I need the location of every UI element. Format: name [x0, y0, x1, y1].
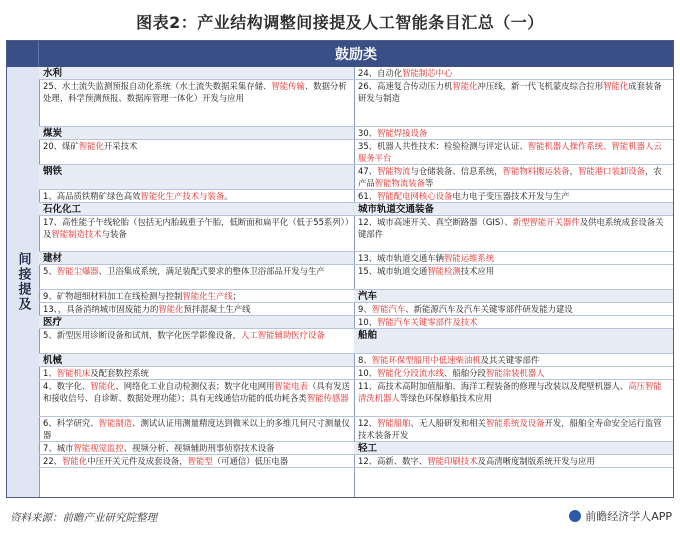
item-cell: [39, 140, 354, 165]
highlight-text: 智能化生产技术与装备: [140, 191, 225, 201]
item-text: 电力电子变压器技术开发与生产: [452, 191, 570, 201]
item-text: 9、矿物超细材料加工在线检测与控制: [43, 291, 183, 301]
item-text: 35、机器人共性技术：检验检测与评定认证、: [358, 141, 528, 151]
item-text: 4、数字化、: [43, 381, 91, 391]
item-text: 、卫浴集成系统，满足装配式要求的整体卫浴部品开发与生产: [98, 266, 325, 276]
item-text: 26、高速复合传动压力机: [358, 81, 453, 91]
item-text: 、测试认证用测量精度达到微米以上的多维几何尺寸测量仪器: [43, 418, 350, 440]
brand-logo-icon: [569, 510, 581, 522]
left-column: [39, 67, 355, 497]
item-text: 医疗: [43, 317, 63, 328]
item-text: 开发，船舶全寿命安全运行监管技术装备开发: [358, 418, 662, 440]
category-cell: [354, 329, 673, 354]
highlight-text: 智能化: [158, 304, 184, 314]
page-title: 图表2：产业结构调整间接提及人工智能条目汇总（一）: [136, 13, 544, 32]
item-cell: [354, 80, 673, 127]
right-column: [354, 67, 673, 497]
item-text: 22、: [43, 456, 63, 466]
item-cell: [354, 316, 673, 329]
highlight-text: 智能机器人操作系统、智能机器人云服务平台: [358, 141, 662, 163]
item-cell: [354, 367, 673, 380]
item-cell: [39, 367, 354, 380]
item-text: 25、水土流失监测预报自动化系统（水土流失数据采集存储、: [43, 81, 272, 91]
item-text: 12、: [358, 418, 378, 428]
item-text: 10、: [358, 368, 378, 378]
highlight-text: 新型智能开关器件: [512, 217, 580, 227]
category-cell: [39, 203, 354, 216]
item-text: 与装备: [101, 228, 127, 239]
item-text: 轻工: [358, 443, 378, 454]
item-cell: [354, 216, 673, 252]
highlight-text: 智能物料搬运装备: [502, 166, 570, 176]
category-cell: [39, 67, 354, 80]
highlight-text: 智能化分段流水线: [377, 368, 445, 378]
highlight-text: 智能汽车: [371, 304, 406, 314]
item-cell: [39, 303, 354, 316]
highlight-text: 智能运维系统: [444, 253, 495, 263]
item-text: 、新能源汽车及汽车关键零部件研发能力建设: [405, 304, 573, 314]
item-text: 开采技术: [103, 141, 138, 151]
item-text: 及其关键零部件: [480, 355, 540, 365]
item-cell: [354, 67, 673, 80]
item-text: 等绿色环保修船技术应用: [399, 392, 492, 403]
highlight-text: 智能化: [90, 381, 116, 391]
item-cell: [39, 216, 354, 252]
item-cell: [39, 442, 354, 455]
item-text: 61、: [358, 191, 378, 201]
item-text: 20、煤矿: [43, 141, 79, 151]
category-cell: [354, 290, 673, 303]
item-text: 技术应用: [460, 266, 495, 276]
highlight-text: 智能船舶: [377, 418, 411, 428]
item-text: 水利: [43, 68, 63, 79]
highlight-text: 智能涂装机器人: [485, 368, 545, 378]
item-text: ；: [232, 291, 241, 301]
item-text: 5、新型医用诊断设备和试剂，数字化医学影像设备，: [43, 330, 241, 340]
item-text: 12、城市高速开关、真空断路器（GIS）、: [358, 217, 513, 227]
item-cell: [39, 80, 354, 127]
item-text: 钢铁: [43, 166, 63, 177]
item-text: 汽车: [358, 291, 378, 302]
item-text: 47、: [358, 166, 378, 176]
item-text: 船舶: [358, 330, 378, 341]
item-cell: [39, 329, 354, 354]
item-text: 石化化工: [43, 204, 82, 215]
item-text: 11、高技术高附加值船舶、海洋工程装备的修理与改装以及爬壁机器人、: [358, 381, 629, 391]
category-cell: [354, 442, 673, 455]
item-cell: [39, 417, 354, 442]
item-cell: [354, 252, 673, 265]
item-text: 30、: [358, 128, 378, 138]
highlight-text: 智能化: [452, 81, 478, 91]
category-cell: [39, 354, 354, 367]
item-text: ，: [569, 166, 579, 176]
item-cell: [39, 190, 354, 203]
item-cell: [354, 455, 673, 468]
highlight-text: 智能制造技术: [51, 228, 102, 239]
item-text: 煤炭: [43, 128, 63, 139]
item-text: 13、，具备消纳城市固废能力的: [43, 304, 159, 314]
category-cell: [39, 252, 354, 265]
item-text: 13、城市轨道交通车辆: [358, 253, 445, 263]
highlight-text: 智能机床: [56, 368, 91, 378]
item-text: 中压开关元件及成套设备，: [87, 456, 188, 466]
category-cell: [39, 127, 354, 140]
item-cell: [354, 303, 673, 316]
item-text: （可通信）低压电器: [212, 456, 289, 466]
item-text: ，农产品: [358, 166, 662, 188]
table-body: [39, 67, 673, 497]
item-text: 及高清晰度制版系统开发与应用: [477, 456, 595, 466]
highlight-text: 智能视觉监控: [73, 443, 124, 453]
item-text: 、无人船研发和相关: [410, 418, 486, 428]
highlight-text: 智能汽车关键零部件及技术: [377, 317, 478, 327]
item-text: 6、科学研究、: [43, 418, 99, 428]
item-text: 、网络化工业自动检测仪表；数字化电网用: [115, 381, 275, 391]
item-cell: [354, 354, 673, 367]
item-cell: [39, 290, 354, 303]
highlight-text: 智能型: [187, 456, 213, 466]
item-text: 。: [224, 191, 233, 201]
item-cell: [354, 380, 673, 417]
item-text: 、船舶分段: [444, 368, 486, 378]
highlight-text: 智能焊接设备: [377, 128, 428, 138]
item-text: 等: [425, 177, 434, 188]
highlight-text: 智能传感器: [306, 392, 349, 403]
item-text: 10、: [358, 317, 378, 327]
item-text: 1、: [43, 368, 57, 378]
highlight-text: 智能电表: [274, 381, 308, 391]
source-note: 资料来源：前瞻产业研究院整理: [10, 512, 157, 524]
highlight-text: 智能环保型船用中低速柴油机: [371, 355, 481, 365]
item-text: 8、: [358, 355, 372, 365]
highlight-text: 智能尘爆器: [56, 266, 99, 276]
highlight-text: 智能化: [78, 141, 104, 151]
item-text: （具有发送和接收信号、自诊断、数据处理功能）；具有无线通信功能的低功耗各类: [43, 381, 350, 403]
item-text: 9、: [358, 304, 372, 314]
item-cell: [354, 265, 673, 290]
highlight-text: 智能化: [603, 81, 629, 91]
highlight-text: 智能制芯中心: [402, 68, 453, 78]
item-text: 15、城市轨道交通: [358, 266, 428, 276]
item-cell: [354, 190, 673, 203]
side-label: 间接提及: [15, 252, 31, 312]
item-text: 城市轨道交通装备: [358, 204, 435, 215]
side-label-column: [7, 67, 40, 497]
table-header: 鼓励类: [39, 41, 673, 67]
highlight-text: 智能物流: [377, 166, 411, 176]
brand: [569, 508, 672, 524]
highlight-text: 智能化: [62, 456, 88, 466]
highlight-text: 智能印刷技术: [427, 456, 478, 466]
item-text: 与仓储装备、信息系统，: [410, 166, 503, 176]
item-text: 17、高性能子午线轮胎（包括无内胎载重子午胎，低断面和扁平化（低于55系列））及: [43, 217, 350, 239]
category-cell: [39, 165, 354, 190]
item-text: 7、城市: [43, 443, 74, 453]
item-text: 机械: [43, 355, 63, 366]
item-text: 及配套数控系统: [90, 368, 149, 378]
highlight-text: 人工智能辅助医疗设备: [240, 330, 325, 340]
category-cell: [39, 316, 354, 329]
highlight-text: 智能制造: [98, 418, 133, 428]
brand-name: 前瞻经济学人APP: [585, 510, 672, 523]
item-text: 成套装备研发与制造: [358, 81, 662, 103]
item-cell: [39, 380, 354, 417]
item-text: 预拌混凝土生产线: [183, 304, 251, 314]
item-text: 建材: [43, 253, 63, 264]
highlight-text: 智能传输: [271, 81, 305, 91]
item-cell: [39, 455, 354, 468]
summary-table: [6, 40, 674, 498]
highlight-text: 智能配电网核心设备: [377, 191, 453, 201]
category-cell: [354, 203, 673, 216]
highlight-text: 高压智能清洗机器人: [358, 381, 662, 403]
item-text: 1、高品质铁精矿绿色高效: [43, 191, 141, 201]
item-cell: [39, 265, 354, 290]
item-cell: [354, 140, 673, 165]
table-corner: [7, 41, 39, 67]
item-text: 、数据分析处理、科学预测预报、数据库管理一体化）开发与应用: [43, 81, 347, 103]
highlight-text: 智能物流装备: [374, 177, 425, 188]
highlight-text: 智能检测: [427, 266, 461, 276]
item-text: 及供电系统成套设备关键部件: [358, 217, 664, 239]
item-text: 24、自动化: [358, 68, 403, 78]
item-text: 5、: [43, 266, 57, 276]
item-text: 冲压线，新一代飞机蒙皮综合拉形: [477, 81, 604, 91]
item-cell: [354, 417, 673, 442]
item-cell: [354, 127, 673, 140]
item-text: 、视频分析、视频辅助刑事侦察技术设备: [123, 443, 275, 453]
item-text: 12、高新、数字、: [358, 456, 428, 466]
highlight-text: 智能化生产线: [182, 291, 233, 301]
highlight-text: 智能系统及设备: [485, 418, 545, 428]
item-cell: [354, 165, 673, 190]
highlight-text: 智能港口装卸设备: [578, 166, 646, 176]
